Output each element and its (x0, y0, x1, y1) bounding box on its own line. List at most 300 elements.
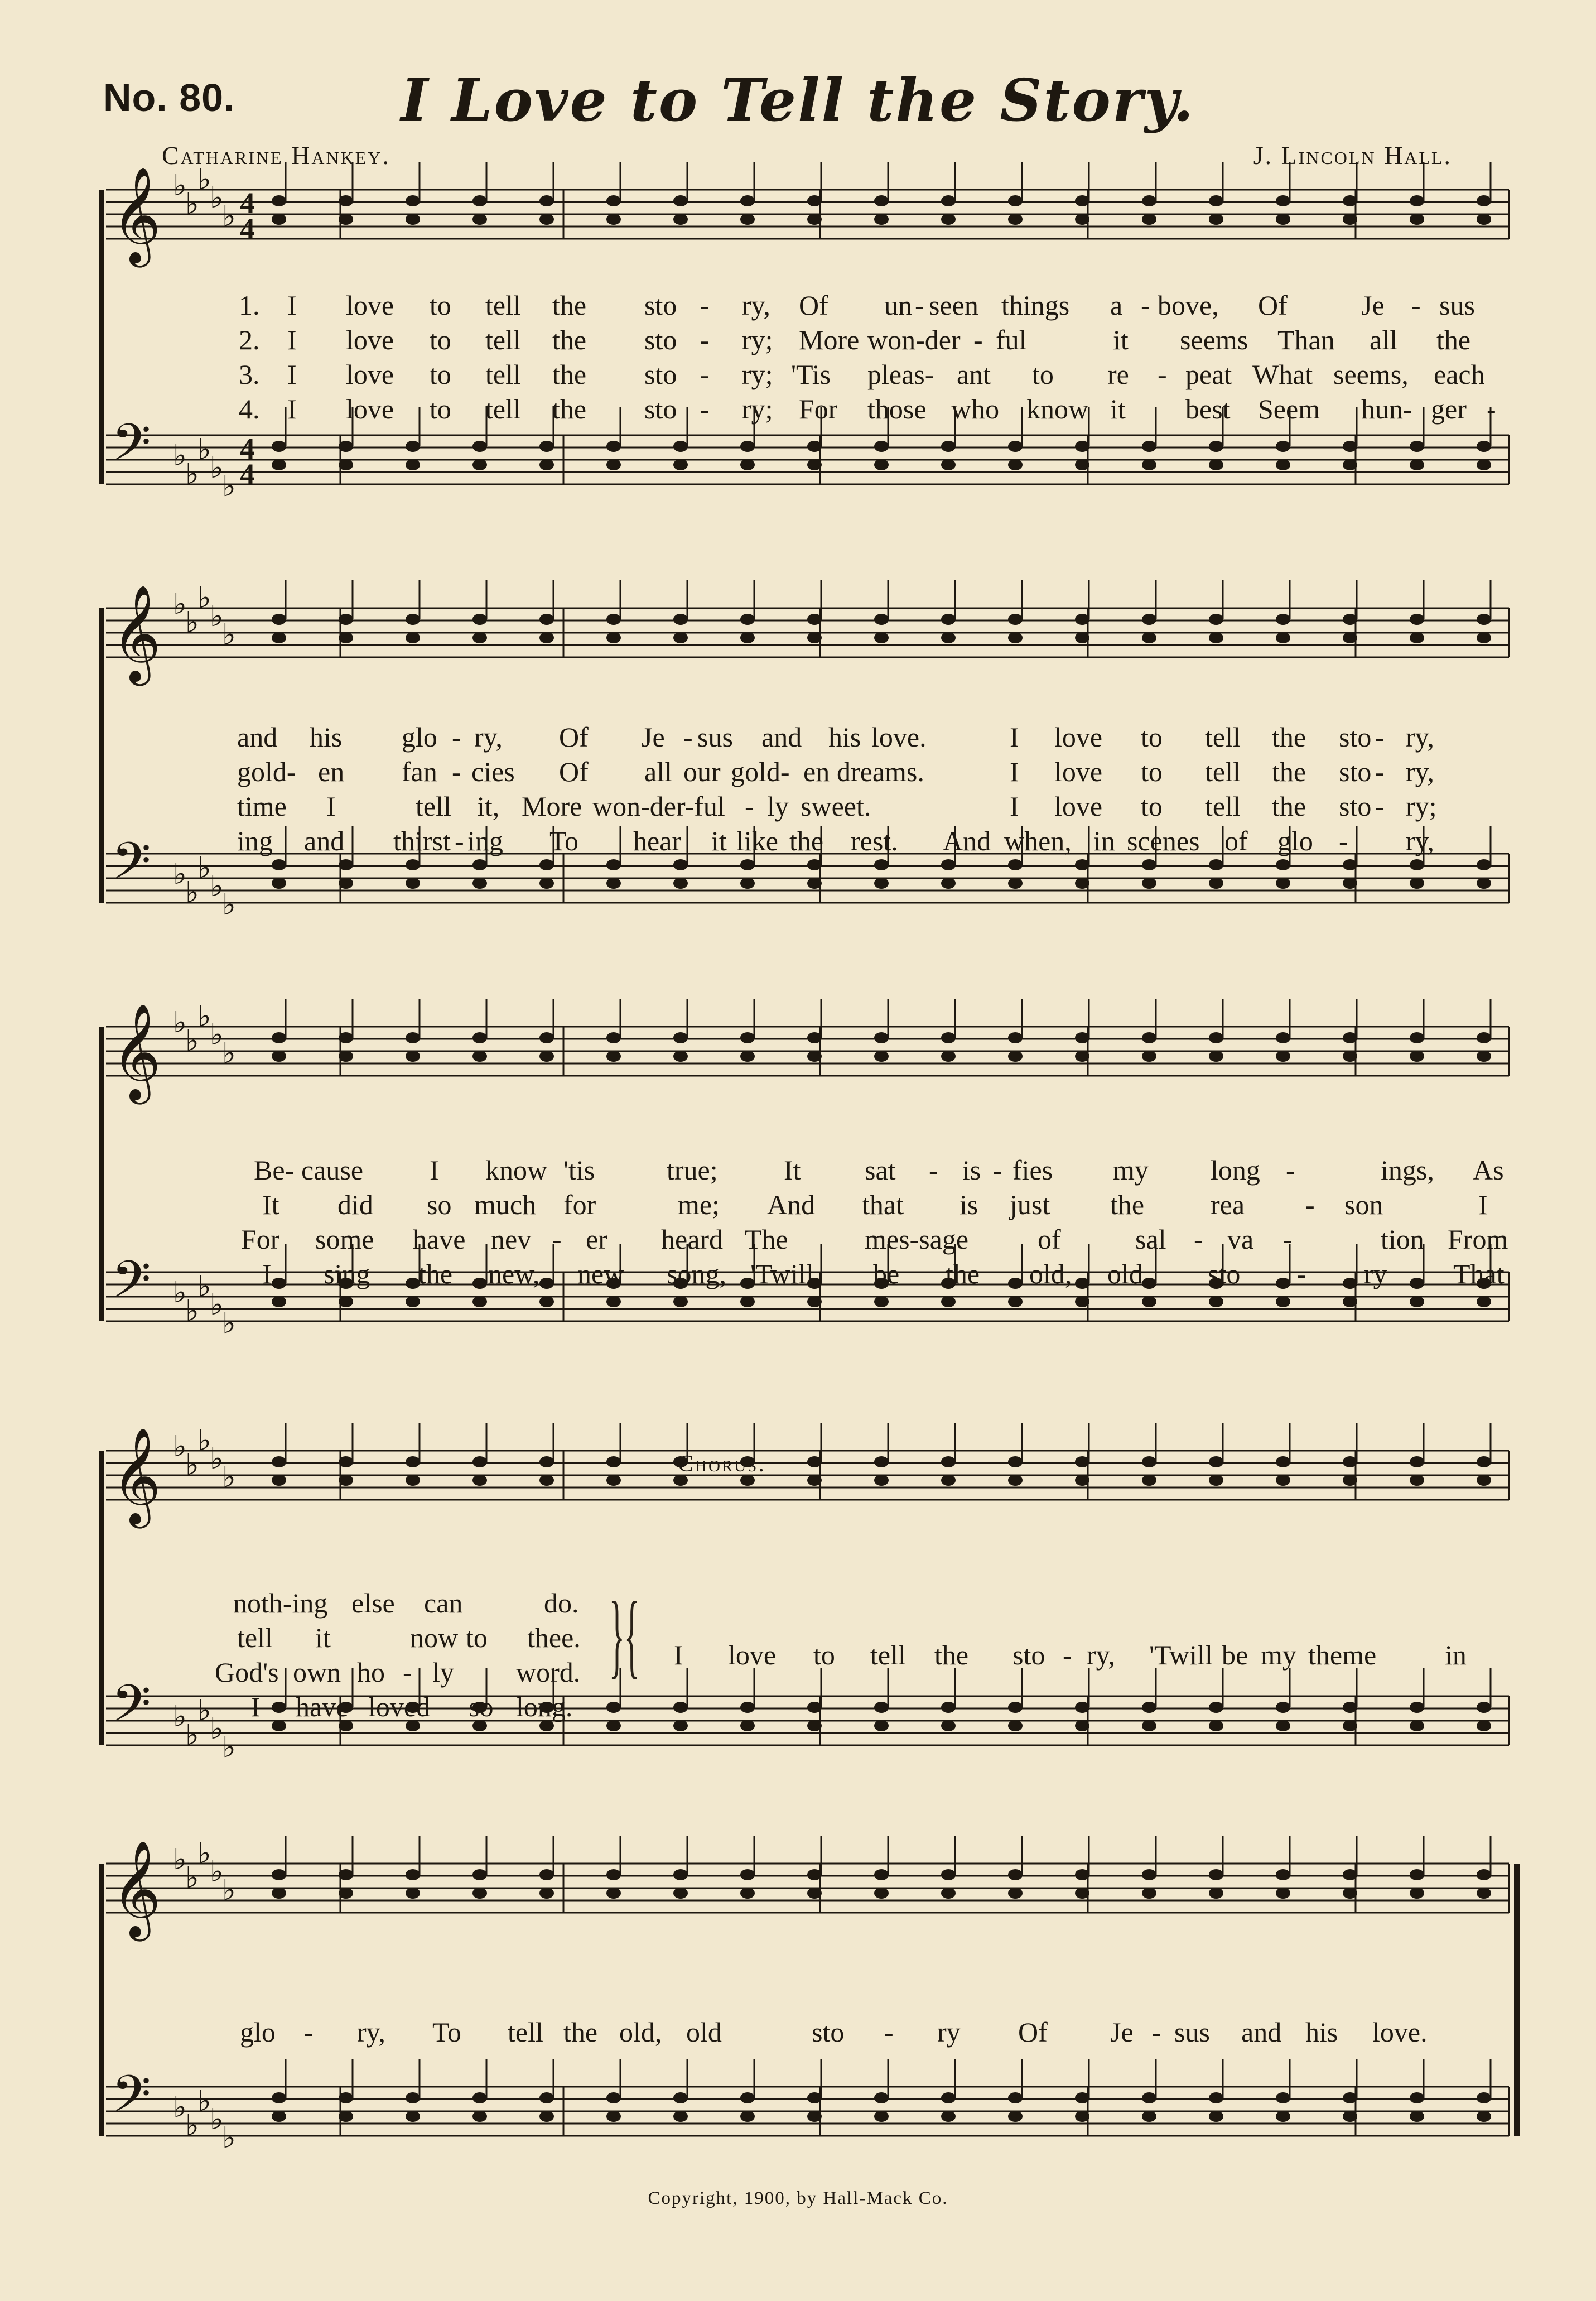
lyric-word: sing (324, 1258, 370, 1289)
notehead (539, 2111, 554, 2122)
lyric-line (0, 358, 1596, 393)
lyric-word: - (552, 1224, 562, 1255)
lyric-word: those (867, 393, 927, 425)
notehead (272, 195, 286, 206)
notehead (1410, 214, 1424, 225)
lyric-word: of (1038, 1224, 1061, 1255)
lyric-word: to (430, 359, 451, 390)
lyric-line (0, 1188, 1596, 1223)
lyric-word: word. (516, 1657, 581, 1688)
lyric-word: tell (1205, 756, 1241, 787)
notehead (740, 632, 755, 643)
notehead (606, 1456, 621, 1467)
lyric-word: the (1436, 324, 1471, 355)
lyric-word: do. (544, 1587, 579, 1619)
notehead (606, 1888, 621, 1899)
notehead (406, 878, 420, 889)
notehead (941, 1888, 956, 1899)
notehead (1410, 614, 1424, 625)
notehead (272, 1296, 286, 1307)
lyric-word: va (1227, 1224, 1254, 1255)
notehead (1209, 632, 1223, 643)
time-signature-top: 4 (240, 186, 255, 220)
lyric-word: - (1339, 825, 1348, 856)
lyric-word: I (326, 791, 336, 822)
lyric-word: his (828, 721, 861, 753)
notehead (1008, 1051, 1023, 1062)
lyric-word: - (1283, 1224, 1293, 1255)
lyric-word: noth-ing (233, 1587, 328, 1619)
lyric-word: own (293, 1657, 341, 1688)
notehead (472, 1475, 487, 1486)
notehead (1142, 441, 1156, 452)
lyric-word: And (943, 825, 991, 856)
notehead (272, 459, 286, 470)
notehead (874, 614, 889, 625)
lyric-word: tell (870, 1639, 906, 1671)
author-credit: Catharine Hankey. (162, 141, 390, 170)
notehead (606, 1475, 621, 1486)
notehead (1477, 1032, 1491, 1043)
notehead (874, 1051, 889, 1062)
notehead (1410, 1051, 1424, 1062)
notehead (406, 1456, 420, 1467)
lyric-word: 4. (239, 393, 260, 425)
verse-brace-right: } (609, 1582, 625, 1687)
flat-icon: ♭ (185, 606, 199, 639)
lyric-word: love (346, 324, 394, 355)
lyric-word: did (337, 1189, 373, 1220)
lyric-word: the (552, 393, 587, 425)
lyric-word: ry (937, 2016, 961, 2048)
notehead (406, 614, 420, 625)
notehead (472, 1032, 487, 1043)
lyric-word: For (799, 393, 838, 425)
lyric-word: 'Tis (791, 359, 831, 390)
lyric-word: Of (799, 290, 828, 321)
lyric-word: ry, (742, 290, 770, 321)
notehead (1276, 195, 1290, 206)
lyric-word: 'Twill (1149, 1639, 1213, 1671)
lyric-word: the (418, 1258, 453, 1289)
notehead (406, 2111, 420, 2122)
flat-icon: ♭ (173, 169, 187, 203)
lyric-word: it (711, 825, 727, 856)
lyric-word: true; (667, 1154, 718, 1186)
lyric-word: it (315, 1622, 331, 1653)
flat-icon: ♭ (210, 870, 224, 903)
notehead (673, 1888, 688, 1899)
notehead (472, 1869, 487, 1880)
notehead (406, 1296, 420, 1307)
lyric-word: all (644, 756, 672, 787)
notehead (1008, 1475, 1023, 1486)
lyric-word: To (549, 825, 579, 856)
lyric-word: - (1141, 290, 1150, 321)
lyric-word: it (1113, 324, 1129, 355)
notehead (606, 1032, 621, 1043)
notehead (1276, 2092, 1290, 2103)
lyric-word: hear (633, 825, 682, 856)
notehead (1276, 632, 1290, 643)
notehead (272, 214, 286, 225)
lyric-word: sus (1174, 2016, 1210, 2048)
flat-icon: ♭ (222, 1307, 236, 1340)
notehead (941, 195, 956, 206)
notehead (673, 878, 688, 889)
lyric-word: tell (485, 393, 521, 425)
notehead (406, 632, 420, 643)
lyric-word: is (962, 1154, 981, 1186)
lyric-word: his (310, 721, 343, 753)
lyric-word: love (346, 359, 394, 390)
lyric-word: - (700, 359, 710, 390)
notehead (1209, 1032, 1223, 1043)
notehead (673, 214, 688, 225)
lyric-word: love (1054, 756, 1103, 787)
lyric-word: - (973, 324, 983, 355)
notehead (1008, 1296, 1023, 1307)
lyric-word: Of (1258, 290, 1288, 321)
notehead (1209, 614, 1223, 625)
lyric-word: ry, (357, 2016, 385, 2048)
flat-icon: ♭ (185, 876, 199, 909)
lyric-word: I (674, 1639, 683, 1671)
notehead (1008, 195, 1023, 206)
notehead (740, 1051, 755, 1062)
notehead (606, 459, 621, 470)
time-signature-bottom: 4 (240, 458, 255, 491)
flat-icon: ♭ (185, 2109, 199, 2143)
notehead (272, 1051, 286, 1062)
lyric-word: be (873, 1258, 900, 1289)
lyric-word: my (1113, 1154, 1149, 1186)
notehead (539, 1869, 554, 1880)
lyric-word: son (1344, 1189, 1383, 1220)
bass-clef-icon: 𝄢 (112, 1250, 151, 1321)
time-signature-top: 4 (240, 432, 255, 465)
lyric-word: love (1054, 721, 1103, 753)
lyric-word: I (287, 290, 297, 321)
notehead (1410, 2092, 1424, 2103)
bass-clef-icon: 𝄢 (112, 831, 151, 903)
lyric-word: rest. (851, 825, 898, 856)
lyric-word: I (1010, 721, 1019, 753)
notehead (406, 441, 420, 452)
notehead (1209, 878, 1223, 889)
lyric-word: tell (508, 2016, 543, 2048)
notehead (272, 614, 286, 625)
lyric-word: sto (1012, 1639, 1045, 1671)
notehead (874, 632, 889, 643)
notehead (1142, 614, 1156, 625)
notehead (740, 1296, 755, 1307)
lyric-word: the (1272, 756, 1306, 787)
notehead (1008, 632, 1023, 643)
bass-clef-icon: 𝄢 (112, 1674, 151, 1745)
chorus-lyric-line-2 (0, 2016, 1596, 2050)
lyric-word: cies (471, 756, 515, 787)
notehead (1209, 214, 1223, 225)
notehead (1209, 195, 1223, 206)
lyric-word: seems, (1333, 359, 1409, 390)
lyric-word: That (1453, 1258, 1505, 1289)
lyric-word: to (430, 324, 451, 355)
lyric-word: things (1001, 290, 1070, 321)
notehead (1008, 614, 1023, 625)
notehead (941, 632, 956, 643)
lyric-word: Than (1277, 324, 1335, 355)
notehead (1008, 1456, 1023, 1467)
notehead (539, 459, 554, 470)
treble-clef-icon: 𝄞 (112, 585, 161, 682)
notehead (1410, 2111, 1424, 2122)
notehead (606, 859, 621, 870)
lyric-word: rea (1211, 1189, 1245, 1220)
lyric-word: - (1194, 1224, 1203, 1255)
notehead (539, 195, 554, 206)
notehead (740, 859, 755, 870)
flat-icon: ♭ (210, 181, 224, 215)
lyric-word: thee. (527, 1622, 581, 1653)
lyric-word: seen (929, 290, 978, 321)
treble-clef-icon: 𝄞 (112, 166, 161, 263)
lyric-word: - (929, 1154, 938, 1186)
notehead (272, 632, 286, 643)
flat-icon: ♭ (173, 588, 187, 621)
flat-icon: ♭ (197, 2085, 211, 2118)
lyric-line (0, 790, 1596, 825)
lyric-word: - (1487, 393, 1496, 425)
lyric-line (0, 825, 1596, 859)
notehead (1477, 1456, 1491, 1467)
lyric-word: ing (237, 825, 273, 856)
lyric-line (0, 755, 1596, 790)
notehead (1410, 632, 1424, 643)
notehead (1410, 441, 1424, 452)
notehead (1477, 441, 1491, 452)
lyric-word: - (1297, 1258, 1306, 1289)
lyric-word: Je (1110, 2016, 1134, 2048)
lyric-word: More (799, 324, 860, 355)
notehead (1477, 195, 1491, 206)
notehead (272, 859, 286, 870)
notehead (941, 1475, 956, 1486)
lyric-word: sto (812, 2016, 845, 2048)
flat-icon: ♭ (210, 1712, 224, 1746)
notehead (874, 878, 889, 889)
lyric-word: peat (1185, 359, 1232, 390)
lyric-word: ings, (1381, 1154, 1434, 1186)
lyric-word: for (563, 1189, 596, 1220)
flat-icon: ♭ (197, 851, 211, 885)
lyric-word: en (318, 756, 345, 787)
lyric-word: What (1252, 359, 1313, 390)
notehead (673, 1296, 688, 1307)
lyric-word: my (1261, 1639, 1296, 1671)
notehead (673, 1051, 688, 1062)
lyric-word: As (1473, 1154, 1504, 1186)
notehead (606, 2092, 621, 2103)
notehead (1008, 214, 1023, 225)
lyric-word: heard (661, 1224, 724, 1255)
notehead (606, 632, 621, 643)
lyric-word: that (862, 1189, 904, 1220)
lyric-word: love (346, 290, 394, 321)
notehead (941, 614, 956, 625)
lyric-word: new, (488, 1258, 540, 1289)
lyric-word: ry, (1406, 756, 1434, 787)
lyric-line (0, 1154, 1596, 1188)
notehead (1410, 1032, 1424, 1043)
flat-icon: ♭ (173, 1700, 187, 1734)
notehead (1209, 441, 1223, 452)
bass-clef-icon: 𝄢 (112, 413, 151, 484)
flat-icon: ♭ (185, 1448, 199, 1482)
notehead (740, 459, 755, 470)
lyric-word: tell (237, 1622, 273, 1653)
lyric-word: who (951, 393, 1000, 425)
notehead (406, 1475, 420, 1486)
notehead (472, 2111, 487, 2122)
notehead (1209, 2111, 1223, 2122)
lyric-word: I (262, 1258, 272, 1289)
flat-icon: ♭ (210, 451, 224, 485)
notehead (1477, 1051, 1491, 1062)
lyric-word: and (761, 721, 802, 753)
flat-icon: ♭ (210, 1855, 224, 1889)
notehead (740, 441, 755, 452)
lyric-word: to (1141, 756, 1163, 787)
notehead (874, 214, 889, 225)
notehead (673, 2111, 688, 2122)
lyric-word: just (1010, 1189, 1050, 1220)
notehead (1477, 859, 1491, 870)
lyric-word: pleas- (867, 359, 934, 390)
notehead (740, 214, 755, 225)
notehead (941, 859, 956, 870)
flat-icon: ♭ (173, 858, 187, 891)
lyric-word: bove, (1158, 290, 1219, 321)
lyric-word: the (563, 2016, 598, 2048)
lyric-word: ry; (742, 393, 773, 425)
notehead (1142, 1888, 1156, 1899)
notehead (472, 441, 487, 452)
notehead (941, 1051, 956, 1062)
notehead (1142, 859, 1156, 870)
notehead (941, 2111, 956, 2122)
flat-icon: ♭ (173, 1430, 187, 1464)
notehead (1477, 459, 1491, 470)
flat-icon: ♭ (222, 1461, 236, 1494)
lyric-word: to (430, 393, 451, 425)
lyric-word: long (1211, 1154, 1260, 1186)
lyric-word: ry; (742, 359, 773, 390)
notehead (272, 1456, 286, 1467)
lyric-word: - (1305, 1189, 1315, 1220)
notehead (539, 1296, 554, 1307)
notehead (606, 441, 621, 452)
lyric-word: sto (1208, 1258, 1241, 1289)
lyric-word: sto (1339, 721, 1372, 753)
notehead (740, 614, 755, 625)
lyric-word: - (1158, 359, 1167, 390)
lyric-word: is (959, 1189, 978, 1220)
notehead (1142, 2092, 1156, 2103)
lyric-word: to (1032, 359, 1054, 390)
notehead (874, 859, 889, 870)
notehead (406, 2092, 420, 2103)
notehead (673, 459, 688, 470)
lyric-word: to (430, 290, 451, 321)
notehead (1410, 459, 1424, 470)
flat-icon: ♭ (185, 1861, 199, 1895)
lyric-word: a (1110, 290, 1123, 321)
notehead (1477, 1296, 1491, 1307)
notehead (1276, 1296, 1290, 1307)
notehead (472, 878, 487, 889)
lyric-word: to (1141, 721, 1163, 753)
lyric-word: - (683, 721, 693, 753)
lyric-word: and (237, 721, 278, 753)
lyric-word: our (683, 756, 721, 787)
lyric-line (0, 1691, 1596, 1725)
notehead (472, 859, 487, 870)
lyric-word: ful (996, 324, 1027, 355)
lyric-line (0, 324, 1596, 358)
lyric-word: the (1272, 791, 1306, 822)
notehead (941, 1869, 956, 1880)
notehead (1276, 1456, 1290, 1467)
notehead (1276, 459, 1290, 470)
lyric-word: - (452, 721, 461, 753)
notehead (272, 2092, 286, 2103)
lyric-word: love. (1372, 2016, 1428, 2048)
flat-icon: ♭ (173, 1843, 187, 1876)
notehead (1410, 1888, 1424, 1899)
lyric-word: can (424, 1587, 463, 1619)
lyric-word: old (1107, 1258, 1143, 1289)
notehead (1142, 2111, 1156, 2122)
notehead (539, 1051, 554, 1062)
lyric-word: sto (1339, 791, 1372, 822)
lyric-word: so (469, 1691, 494, 1722)
notehead (673, 1032, 688, 1043)
notehead (406, 214, 420, 225)
lyric-word: - (993, 1154, 1002, 1186)
notehead (539, 859, 554, 870)
lyric-word: it (1110, 393, 1126, 425)
flat-icon: ♭ (222, 888, 236, 922)
chorus-lyric-line-1 (0, 1639, 1596, 1673)
lyric-word: theme (1308, 1639, 1377, 1671)
lyric-word: - (1375, 791, 1385, 822)
lyric-word: I (1478, 1189, 1488, 1220)
lyric-word: time (237, 791, 287, 822)
lyric-word: loved (368, 1691, 431, 1722)
lyric-word: glo (402, 721, 437, 753)
notehead (1477, 1475, 1491, 1486)
lyric-word: love (728, 1639, 777, 1671)
lyric-word: ry, (1406, 721, 1434, 753)
lyric-word: tell (416, 791, 451, 822)
lyric-word: seems (1180, 324, 1248, 355)
lyric-word: - (700, 324, 710, 355)
lyric-word: to (1141, 791, 1163, 822)
notehead (606, 214, 621, 225)
lyric-word: ry, (474, 721, 503, 753)
notehead (1142, 878, 1156, 889)
